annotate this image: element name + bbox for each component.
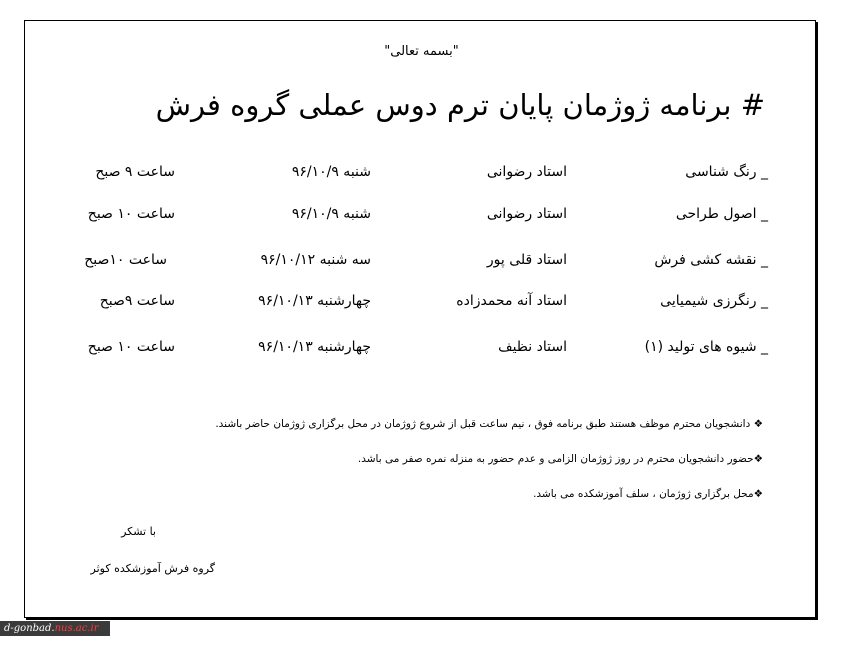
professor-name: استاد رضوانی bbox=[486, 206, 567, 222]
schedule-row bbox=[0, 206, 843, 230]
course-name: _ رنگرزی شیمیایی bbox=[660, 293, 768, 309]
schedule-row bbox=[0, 339, 843, 363]
exam-date: چهارشنبه ۹۶/۱۰/۱۳ bbox=[258, 339, 371, 355]
basmala-heading: "بسمه تعالی" bbox=[384, 44, 459, 59]
note-item: ❖محل برگزاری ژوژمان ، سلف آموزشکده می باشد. bbox=[533, 488, 763, 500]
watermark-highlight: nus.ac.ir bbox=[54, 623, 99, 634]
schedule-row bbox=[0, 293, 843, 317]
exam-time: ساعت ۱۰ صبح bbox=[87, 206, 175, 222]
course-name: _ رنگ شناسی bbox=[685, 164, 768, 180]
exam-time: ساعت ۹ صبح bbox=[95, 164, 175, 180]
professor-name: استاد آنه محمدزاده bbox=[456, 293, 567, 309]
exam-date: چهارشنبه ۹۶/۱۰/۱۳ bbox=[258, 293, 371, 309]
signature-group: گروه فرش آموزشکده کوثر bbox=[90, 562, 215, 575]
signature-thanks: با تشکر bbox=[121, 525, 156, 538]
schedule-row bbox=[0, 252, 843, 276]
note-item: ❖حضور دانشجویان محترم در روز ژوژمان الزامی و عدم حضور به منزله نمره صفر می باشد. bbox=[357, 453, 763, 465]
exam-date: شنبه ۹۶/۱۰/۹ bbox=[291, 164, 371, 180]
exam-time: ساعت ۱۰ صبح bbox=[87, 339, 175, 355]
watermark-prefix: d-gonbad. bbox=[4, 623, 55, 634]
course-name: _ شیوه های تولید (۱) bbox=[644, 339, 768, 355]
course-name: _ نقشه کشی فرش bbox=[654, 252, 768, 268]
professor-name: استاد نظیف bbox=[498, 339, 567, 355]
exam-time: ساعت ۱۰صبح bbox=[84, 252, 167, 268]
course-name: _ اصول طراحی bbox=[675, 206, 768, 222]
professor-name: استاد قلی پور bbox=[486, 252, 567, 268]
exam-time: ساعت ۹صبح bbox=[99, 293, 175, 309]
watermark bbox=[0, 621, 110, 636]
page-title: # برنامه ژوژمان پایان ترم دوس عملی گروه فرش bbox=[155, 88, 765, 122]
note-item: ❖ دانشجویان محترم موظف هستند طبق برنامه فوق ، نیم ساعت قبل از شروع ژوژمان در محل برگزاری ژوژمان حاضر باشند. bbox=[215, 418, 763, 430]
exam-date: شنبه ۹۶/۱۰/۹ bbox=[291, 206, 371, 222]
exam-date: سه شنبه ۹۶/۱۰/۱۲ bbox=[260, 252, 371, 268]
professor-name: استاد رضوانی bbox=[486, 164, 567, 180]
schedule-row bbox=[0, 164, 843, 188]
